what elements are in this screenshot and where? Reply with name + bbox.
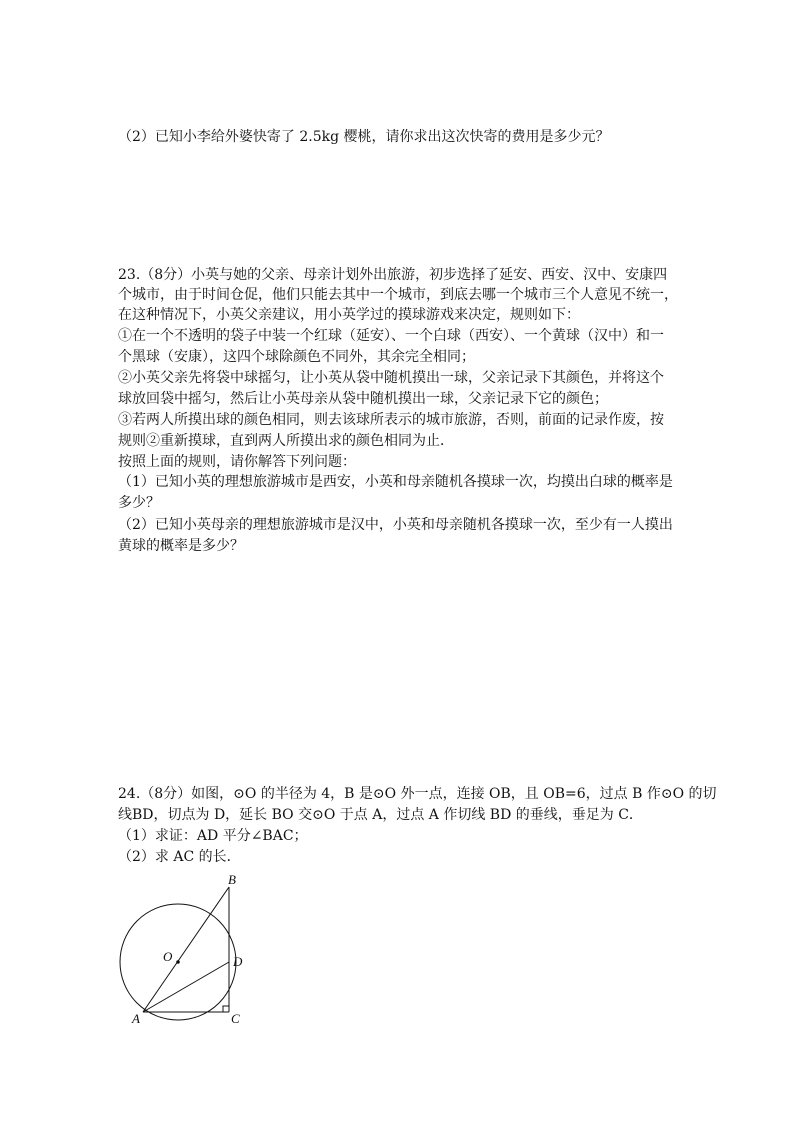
question-23-line: 在这种情况下，小英父亲建议，用小英学过的摸球游戏来决定，规则如下：	[118, 307, 580, 323]
rule-1-line: 个黑球（安康），这四个球除颜色不同外，其余完全相同；	[118, 349, 475, 365]
right-angle-marker	[223, 1006, 229, 1012]
label-a: A	[132, 1011, 140, 1026]
geometry-diagram	[112, 868, 252, 1028]
geometry-figure	[112, 868, 252, 1028]
rule-3-line: ③若两人所摸出球的颜色相同，则去该球所表示的城市旅游，否则，前面的记录作废，按	[118, 412, 664, 428]
segment-ad	[143, 962, 229, 1012]
question-23-part-2: 黄球的概率是多少？	[118, 538, 244, 554]
question-23-part-2: （2）已知小英母亲的理想旅游城市是汉中，小英和母亲随机各摸球一次，至少有一人摸出	[118, 517, 673, 533]
rule-3-line: 规则②重新摸球，直到两人所摸出求的颜色相同为止．	[118, 433, 454, 449]
question-23-line: 个城市，由于时间仓促，他们只能去其中一个城市，到底去哪一个城市三个人意见不统一，	[118, 287, 678, 303]
rule-2-line: 球放回袋中摇匀，然后让小英母亲从袋中随机摸出一球，父亲记录下它的颜色；	[118, 391, 608, 407]
question-24-part-2: （2）求 AC 的长．	[118, 849, 241, 865]
rule-1-line: ①在一个不透明的袋子中装一个红球（延安）、一个白球（西安）、一个黄球（汉中）和一	[118, 328, 664, 344]
question-23-part-1: 多少？	[118, 495, 160, 511]
label-c: C	[231, 1011, 240, 1026]
question-24-part-1: （1）求证：AD 平分∠BAC；	[118, 828, 308, 844]
question-23-line: 23.（8分）小英与她的父亲、母亲计划外出旅游，初步选择了延安、西安、汉中、安康四	[118, 267, 668, 283]
question-24-line: 线BD，切点为 D，延长 BO 交⊙O 于点 A，过点 A 作切线 BD 的垂线，垂足为 C．	[118, 807, 643, 823]
question-23-part-1: （1）已知小英的理想旅游城市是西安，小英和母亲随机各摸球一次，均摸出白球的概率是	[118, 474, 673, 490]
label-o: O	[163, 949, 173, 964]
segment-ab	[143, 887, 229, 1012]
label-b: B	[228, 872, 236, 887]
center-point	[176, 960, 180, 964]
rule-2-line: ②小英父亲先将袋中球摇匀，让小英从袋中随机摸出一球，父亲记录下其颜色，并将这个	[118, 370, 664, 386]
question-22-part-2: （2）已知小李给外婆快寄了 2.5kg 樱桃，请你求出这次快寄的费用是多少元？	[118, 129, 610, 145]
question-24-line: 24.（8分）如图，⊙O 的半径为 4，B 是⊙O 外一点，连接 OB，且 OB=6，过点 B 作⊙O 的切	[118, 786, 717, 802]
label-d: D	[233, 954, 243, 969]
question-23-instruction: 按照上面的规则，请你解答下列问题：	[118, 454, 356, 470]
